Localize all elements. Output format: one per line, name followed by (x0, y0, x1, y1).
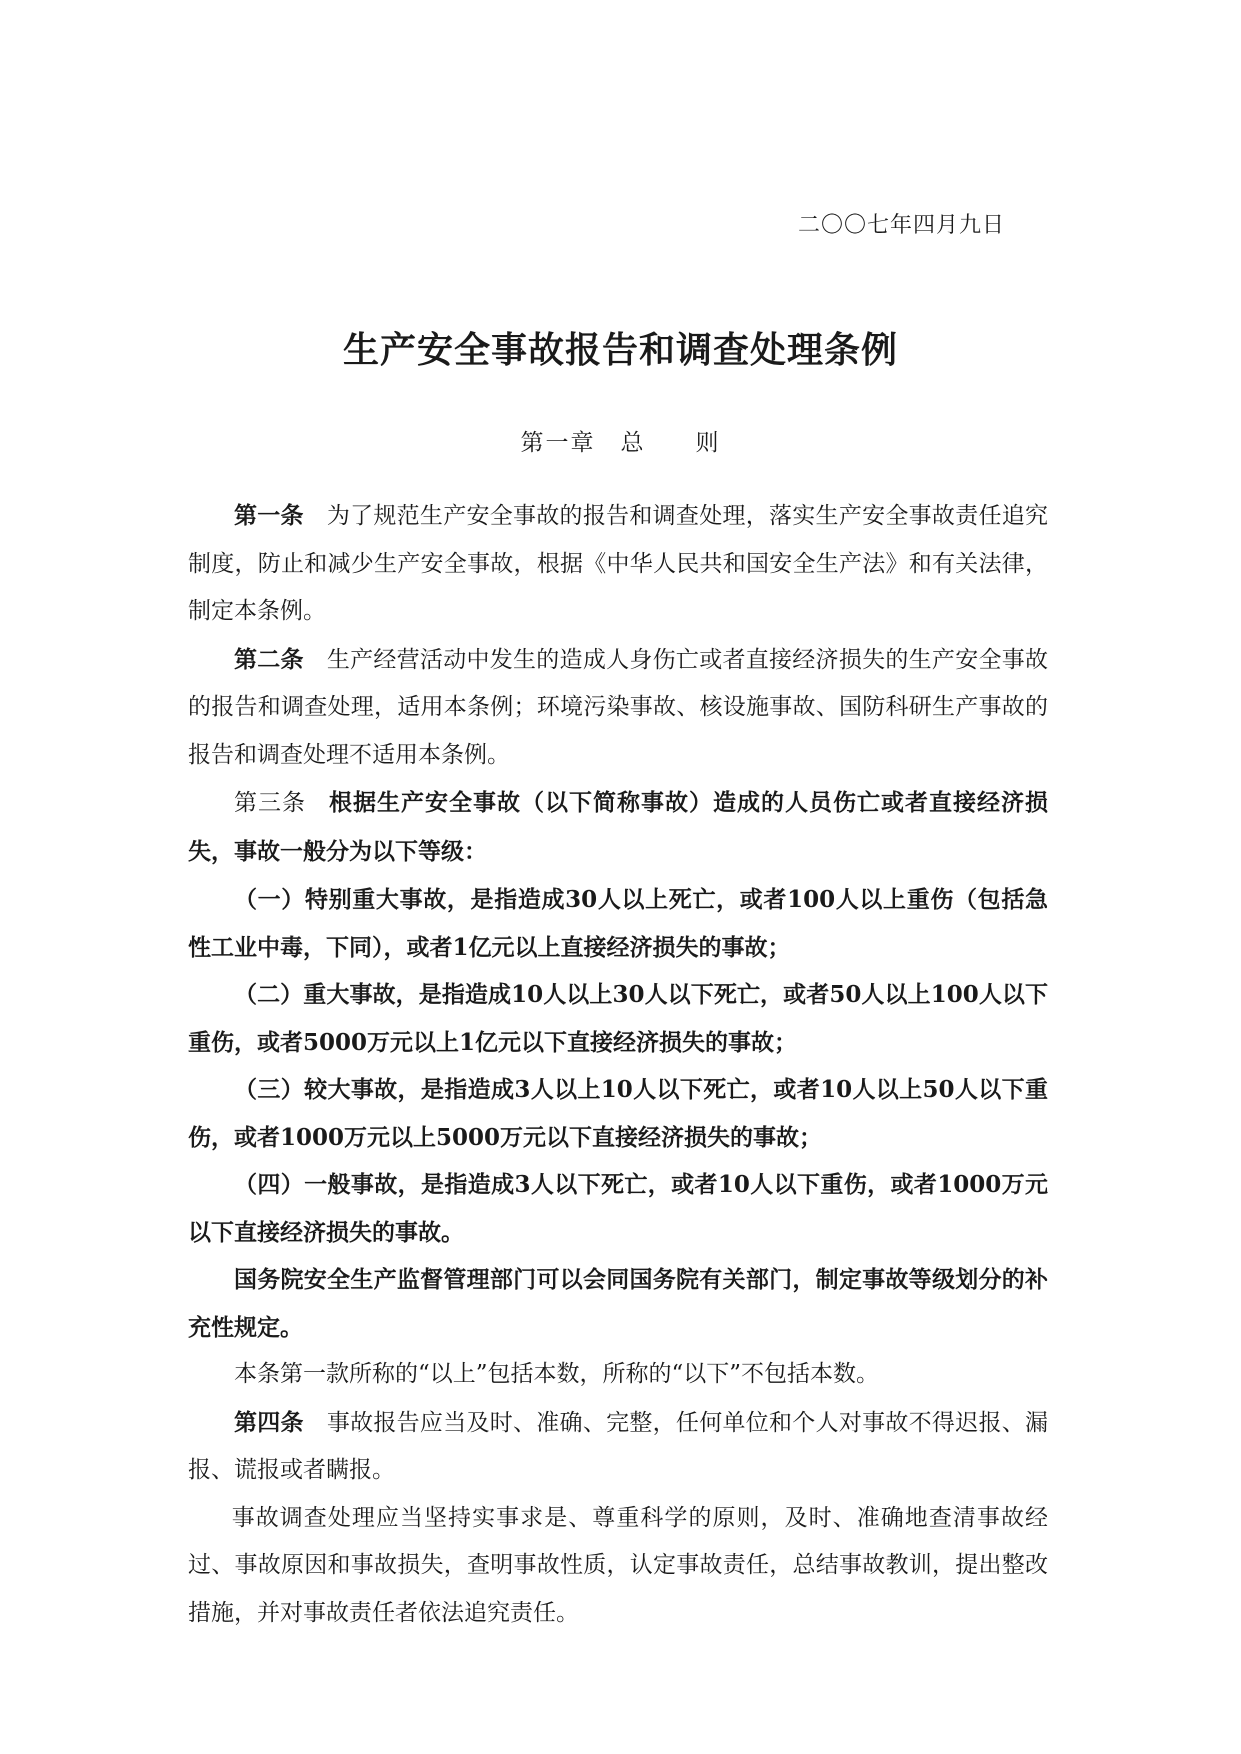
article-4 (188, 1399, 1048, 1495)
article-2-label: 第二条 (234, 645, 304, 673)
article-1 (188, 492, 1048, 636)
article-1-label: 第一条 (234, 502, 304, 529)
article-4-para-2: 事故调查处理应当坚持实事求是、尊重科学的原则，及时、准确地查清事故经过、事故原因和事故损失，查明事故性质，认定事故责任，总结事故教训，提出整改措施，并对事故责任者依法追究责任。 (188, 1504, 1048, 1626)
article-2-text: 生产经营活动中发生的造成人身伤亡或者直接经济损失的生产安全事故的报告和调查处理，适用本条例；环境污染事故、核设施事故、国防科研生产事故的报告和调查处理不适用本条例。 (188, 646, 1049, 768)
article-3 (188, 779, 1048, 876)
article-4-label: 第四条 (234, 1408, 304, 1436)
article-3-item-2: （二）重大事故，是指造成10人以上30人以下死亡，或者50人以上100人以下重伤，或者5000万元以上1亿元以下直接经济损失的事故； (188, 981, 1048, 1056)
article-3-item-3: （三）较大事故，是指造成3人以上10人以下死亡，或者10人以上50人以下重伤，或者1000万元以上5000万元以下直接经济损失的事故； (188, 1076, 1048, 1151)
chapter-heading: 第一章 总 则 (520, 430, 721, 456)
document-date: 二〇〇七年四月九日 (797, 213, 1005, 238)
article-3-item-1: （一）特别重大事故，是指造成30人以上死亡，或者100人以上重伤（包括急性工业中毒，下同），或者1亿元以上直接经济损失的事故； (188, 886, 1048, 961)
document-title: 生产安全事故报告和调查处理条例 (342, 329, 898, 371)
article-3-item-4: （四）一般事故，是指造成3人以下死亡，或者10人以下重伤，或者1000万元以下直接经济损失的事故。 (188, 1171, 1048, 1246)
article-3-para-2: 国务院安全生产监督管理部门可以会同国务院有关部门，制定事故等级划分的补充性规定。 (188, 1266, 1048, 1341)
article-4-text: 事故报告应当及时、准确、完整，任何单位和个人对事故不得迟报、漏报、谎报或者瞒报。 (188, 1409, 1049, 1483)
article-3-para-3: 本条第一款所称的“以上”包括本数，所称的“以下”不包括本数。 (234, 1361, 880, 1387)
article-2 (188, 636, 1048, 780)
article-1-text: 为了规范生产安全事故的报告和调查处理，落实生产安全事故责任追究制度，防止和减少生产安全事故，根据《中华人民共和国安全生产法》和有关法律，制定本条例。 (188, 503, 1049, 624)
document-body (188, 492, 1048, 1637)
article-3-text: 根据生产安全事故（以下简称事故）造成的人员伤亡或者直接经济损失，事故一般分为以下等级： (188, 789, 1048, 865)
article-3-label: 第三条 (234, 790, 306, 816)
